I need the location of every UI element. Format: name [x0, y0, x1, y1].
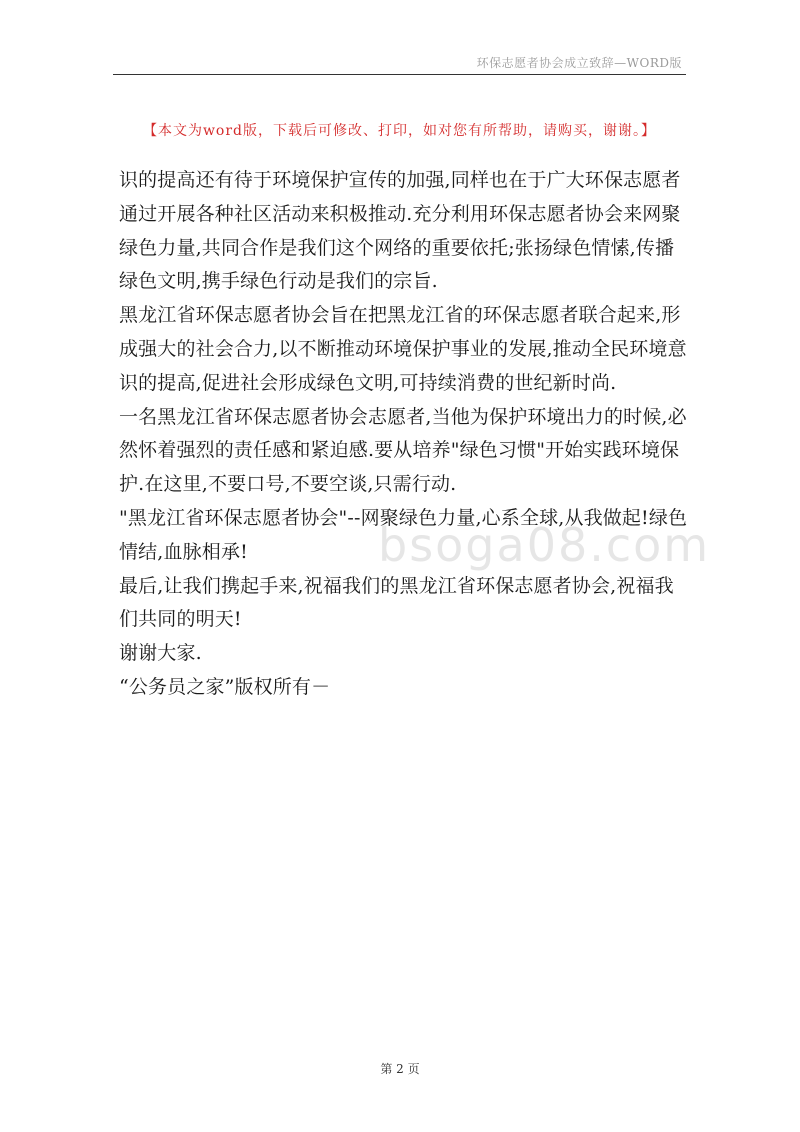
running-header: 环保志愿者协会成立致辞—WORD版: [476, 56, 682, 70]
watermark: bsoga08.com: [378, 518, 711, 572]
paragraph: "黑龙江省环保志愿者协会"--网聚绿色力量,心系全球,从我做起!绿色情结,血脉相承!: [119, 506, 688, 563]
paragraph: 最后,让我们携起手来,祝福我们的黑龙江省环保志愿者协会,祝福我们共同的明天!: [119, 574, 674, 631]
paragraph: 谢谢大家.: [119, 642, 202, 665]
paragraph: 一名黑龙江省环保志愿者协会志愿者,当他为保护环境出力的时候,必然怀着强烈的责任感和紧迫感.要从培养"绿色习惯"开始实践环境保护.在这里,不要口号,不要空谈,只需行动.: [119, 405, 687, 496]
page-number: 第 2 页: [380, 1062, 420, 1076]
header-divider: [113, 74, 686, 75]
download-notice: 【本文为word版，下载后可修改、打印，如对您有所帮助，请购买，谢谢。】: [142, 123, 657, 139]
paragraph: 识的提高还有待于环境保护宣传的加强,同样也在于广大环保志愿者通过开展各种社区活动来积极推动.充分利用环保志愿者协会来网聚绿色力量,共同合作是我们这个网络的重要依托;张扬绿色情愫,传播绿色文明,携手绿色行动是我们的宗旨.: [119, 169, 681, 293]
paragraph: “公务员之家”版权所有－: [119, 675, 331, 698]
paragraph: 黑龙江省环保志愿者协会旨在把黑龙江省的环保志愿者联合起来,形成强大的社会合力,以不断推动环境保护事业的发展,推动全民环境意识的提高,促进社会形成绿色文明,可持续消费的世纪新时尚.: [119, 304, 687, 394]
document-body: [119, 164, 691, 705]
